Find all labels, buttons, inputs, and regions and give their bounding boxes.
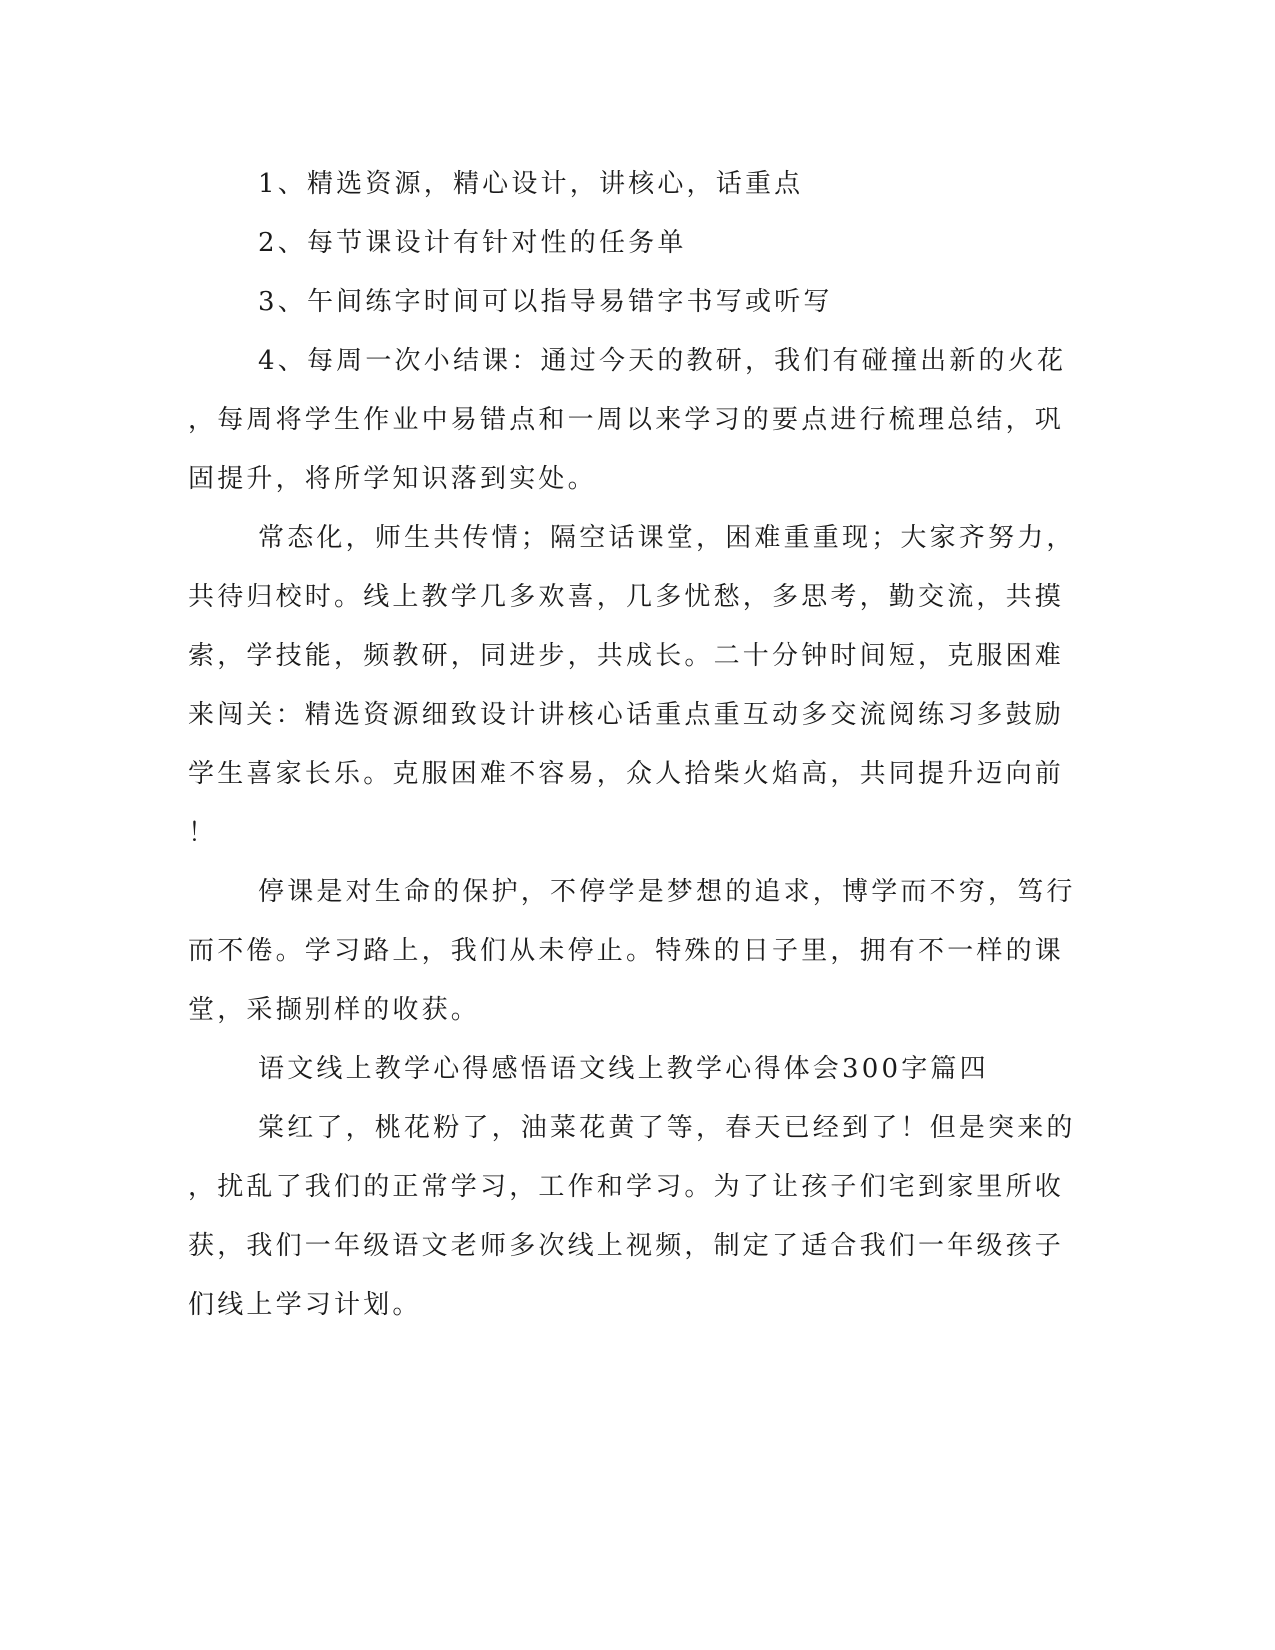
paragraph-2-line-2: 而不倦。学习路上，我们从未停止。特殊的日子里，拥有不一样的课 [188,936,1065,966]
list-item-1: 1、精选资源，精心设计，讲核心，话重点 [258,169,804,199]
list-item-4-line-3: 固提升，将所学知识落到实处。 [188,464,597,494]
paragraph-1-line-6: ！ [188,818,218,848]
paragraph-3-line-2: ，扰乱了我们的正常学习，工作和学习。为了让孩子们宅到家里所收 [188,1172,1065,1202]
list-item-4: 4、每周一次小结课：通过今天的教研，我们有碰撞出新的火花 [258,346,1067,376]
paragraph-1-line-3: 索，学技能，频教研，同进步，共成长。二十分钟时间短，克服困难 [188,641,1065,671]
list-item-2: 2、每节课设计有针对性的任务单 [258,228,687,258]
paragraph-1-line-4: 来闯关：精选资源细致设计讲核心话重点重互动多交流阅练习多鼓励 [188,700,1065,730]
paragraph-1-line-5: 学生喜家长乐。克服困难不容易，众人拾柴火焰高，共同提升迈向前 [188,759,1065,789]
paragraph-3-line-4: 们线上学习计划。 [188,1290,422,1320]
paragraph-3-line-1: 棠红了，桃花粉了，油菜花黄了等，春天已经到了！但是突来的 [258,1113,1076,1143]
paragraph-1-line-1: 常态化，师生共传情；隔空话课堂，困难重重现；大家齐努力， [258,523,1076,553]
list-item-3: 3、午间练字时间可以指导易错字书写或听写 [258,287,833,317]
section-heading: 语文线上教学心得感悟语文线上教学心得体会300字篇四 [258,1054,989,1084]
paragraph-3-line-3: 获，我们一年级语文老师多次线上视频，制定了适合我们一年级孩子 [188,1231,1065,1261]
paragraph-2-line-1: 停课是对生命的保护，不停学是梦想的追求，博学而不穷，笃行 [258,877,1076,907]
list-item-4-line-2: ，每周将学生作业中易错点和一周以来学习的要点进行梳理总结，巩 [188,405,1065,435]
paragraph-1-line-2: 共待归校时。线上教学几多欢喜，几多忧愁，多思考，勤交流，共摸 [188,582,1065,612]
paragraph-2-line-3: 堂，采撷别样的收获。 [188,995,481,1025]
